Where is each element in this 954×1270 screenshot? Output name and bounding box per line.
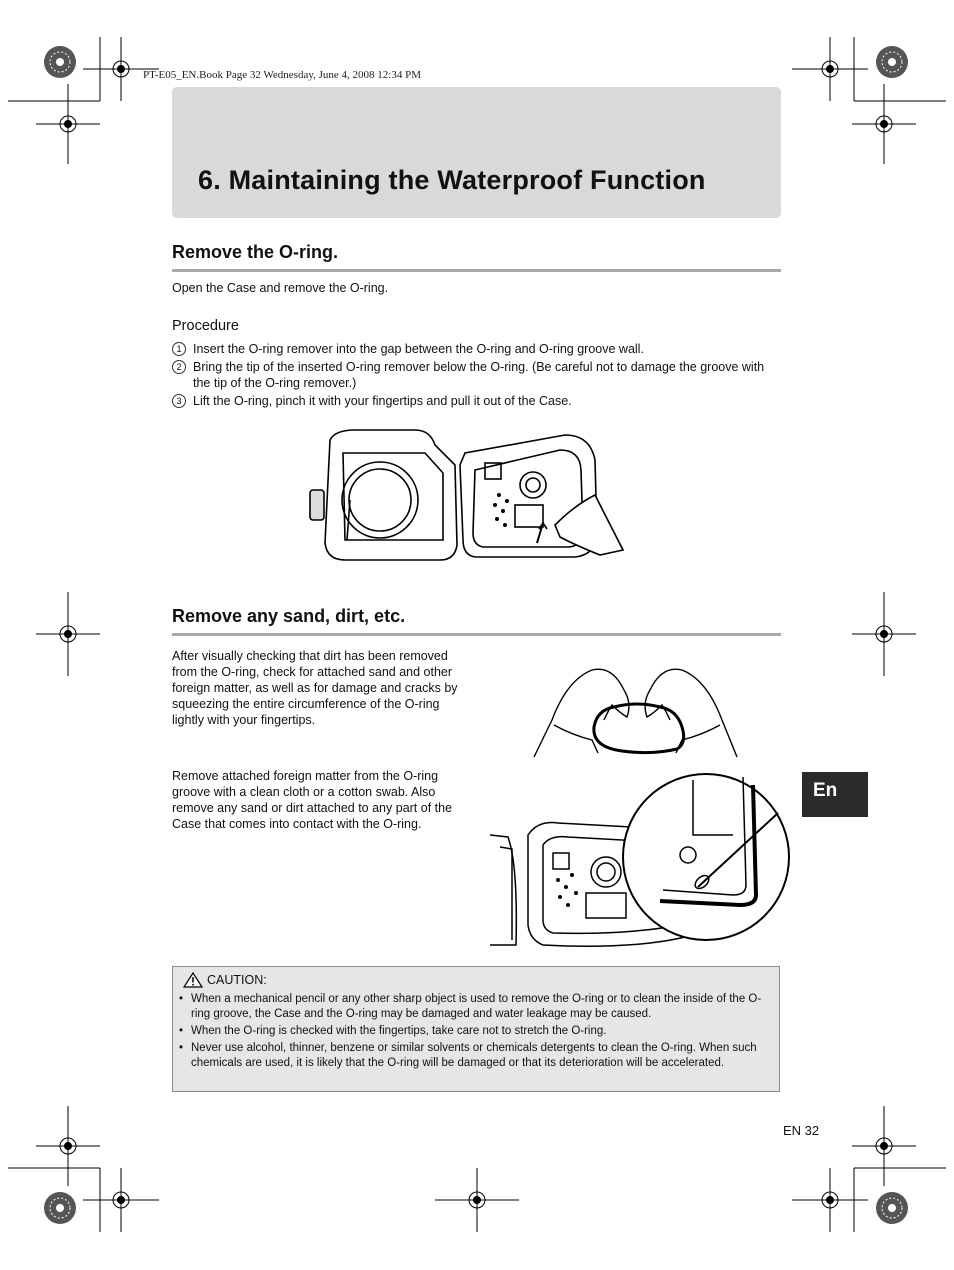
step-text: Insert the O-ring remover into the gap between the O-ring and O-ring groove wall. — [193, 342, 644, 356]
title-band — [172, 87, 781, 218]
bullet-icon: • — [179, 1025, 184, 1037]
page-title: 6. Maintaining the Waterproof Function — [198, 165, 706, 195]
caution-item — [179, 1024, 773, 1039]
step-text: Lift the O-ring, pinch it with your fingertips and pull it out of the Case. — [193, 394, 572, 408]
step-number: 3 — [172, 394, 186, 408]
section-heading-remove-oring: Remove the O-ring. — [172, 242, 781, 272]
section1-intro: Open the Case and remove the O-ring. — [172, 281, 389, 295]
warning-triangle-icon — [183, 972, 203, 988]
step-number: 2 — [172, 360, 186, 374]
language-tab: En — [802, 772, 868, 817]
step-number: 1 — [172, 342, 186, 356]
cotton-swab-illustration — [488, 775, 783, 950]
bullet-icon: • — [179, 993, 184, 1005]
procedure-step — [172, 393, 782, 409]
hands-oring-illustration — [532, 665, 742, 760]
caution-list — [179, 992, 773, 1073]
section2-paragraph-2: Remove attached foreign matter from the O-ring groove with a clean cloth or a cotton swab. Also remove any sand or dirt attached to any part of the Case that comes into contact with the O-ring. — [172, 769, 453, 831]
procedure-label: Procedure — [172, 318, 239, 334]
page-number: EN 32 — [783, 1123, 820, 1138]
section2-paragraph-1: After visually checking that dirt has been removed from the O-ring, check for attached sand and other foreign matter, as well as for damage and cracks by squeezing the entire circumference of the O-ring lightly with your fingertips. — [172, 649, 458, 727]
step-text: Bring the tip of the inserted O-ring remover below the O-ring. (Be careful not to damage the groove with the tip of the O-ring remover.) — [193, 360, 765, 390]
caution-box — [172, 966, 780, 1092]
procedure-step — [172, 359, 782, 391]
caution-title: CAUTION: — [207, 973, 267, 987]
caution-item-text: When a mechanical pencil or any other sharp object is used to remove the O-ring or to clean the inside of the O-ring groove, the Case and the O-ring may be damaged and water leakage may be caused. — [191, 993, 762, 1020]
procedure-step — [172, 341, 782, 357]
print-header: PT-E05_EN.Book Page 32 Wednesday, June 4, 2008 12:34 PM — [143, 69, 421, 81]
caution-header — [183, 972, 267, 988]
procedure-list — [172, 341, 782, 411]
section-heading-remove-sand: Remove any sand, dirt, etc. — [172, 606, 781, 636]
caution-item — [179, 1041, 773, 1071]
bullet-icon: • — [179, 1042, 184, 1054]
caution-item — [179, 992, 773, 1022]
caution-item-text: When the O-ring is checked with the fingertips, take care not to stretch the O-ring. — [191, 1025, 607, 1037]
caution-item-text: Never use alcohol, thinner, benzene or similar solvents or chemicals detergents to clean the O-ring. When such chemicals are used, it is likely that the O-ring will be damaged or that its deterioration will be accelerated. — [191, 1042, 757, 1069]
open-case-illustration — [305, 425, 625, 565]
